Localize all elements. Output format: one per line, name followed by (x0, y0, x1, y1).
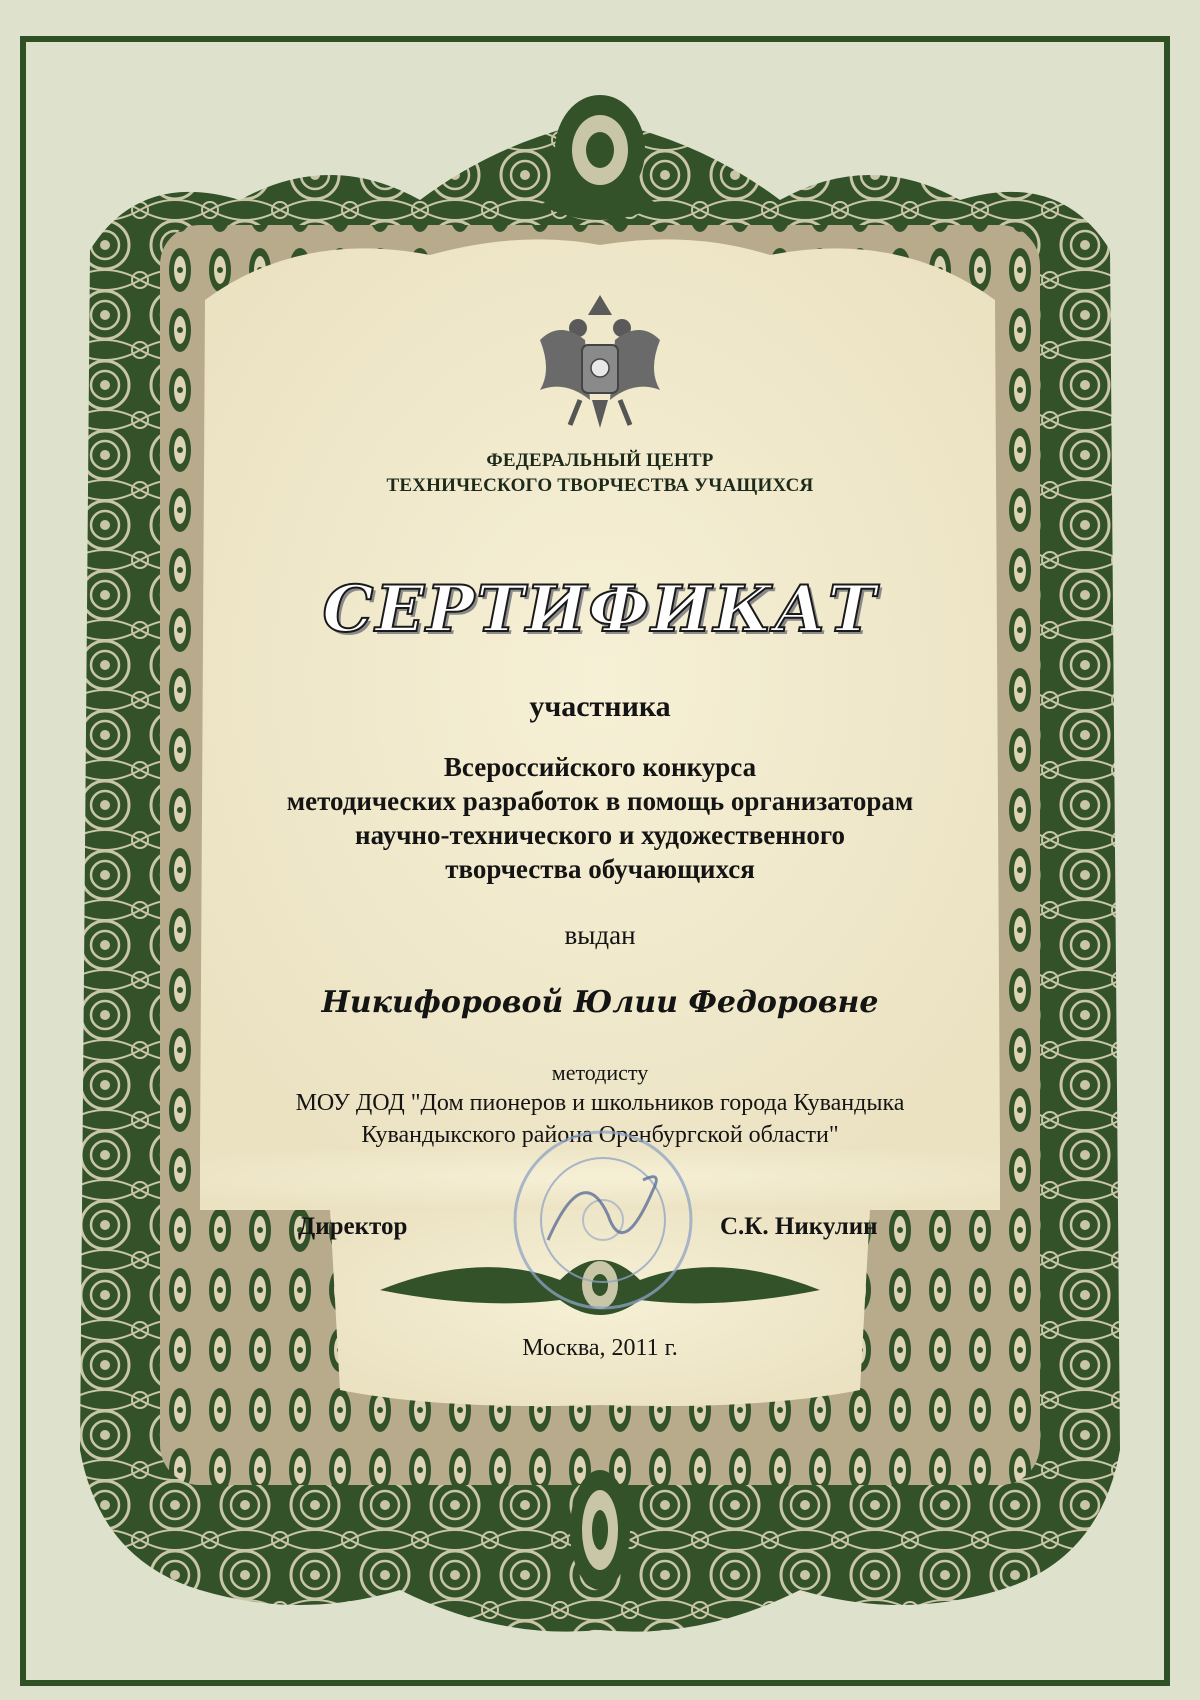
certificate-title: СЕРТИФИКАТ (322, 572, 878, 647)
issued-label: выдан (564, 920, 636, 950)
recipient-name: Никифоровой Юлии Федоровне (321, 985, 879, 1020)
recipient-org-line-1: МОУ ДОД "Дом пионеров и школьников города Кувандыка (295, 1090, 905, 1116)
issuing-organization (150, 448, 1050, 498)
signer-role: Директор (298, 1213, 408, 1240)
contest-line-3: научно-технического и художественного (355, 820, 845, 850)
recipient-position: методисту (551, 1060, 649, 1085)
recipient-org-line-2: Кувандыкского района Оренбургской области" (361, 1122, 839, 1148)
contest-description (150, 750, 1050, 886)
contest-line-4: творчества обучающихся (445, 854, 755, 884)
round-stamp-icon (503, 1120, 703, 1320)
participant-label: участника (529, 690, 671, 723)
organization-line-1: ФЕДЕРАЛЬНЫЙ ЦЕНТР (486, 450, 714, 471)
certificate-content (150, 0, 1050, 1700)
contest-line-1: Всероссийского конкурса (443, 752, 757, 782)
signer-name: С.К. Никулин (720, 1213, 878, 1240)
organization-line-2: ТЕХНИЧЕСКОГО ТВОРЧЕСТВА УЧАЩИХСЯ (386, 475, 814, 496)
signature-scribble (548, 1177, 656, 1240)
contest-line-2: методических разработок в помощь организаторам (286, 786, 914, 816)
place-and-date: Москва, 2011 г. (522, 1335, 678, 1361)
